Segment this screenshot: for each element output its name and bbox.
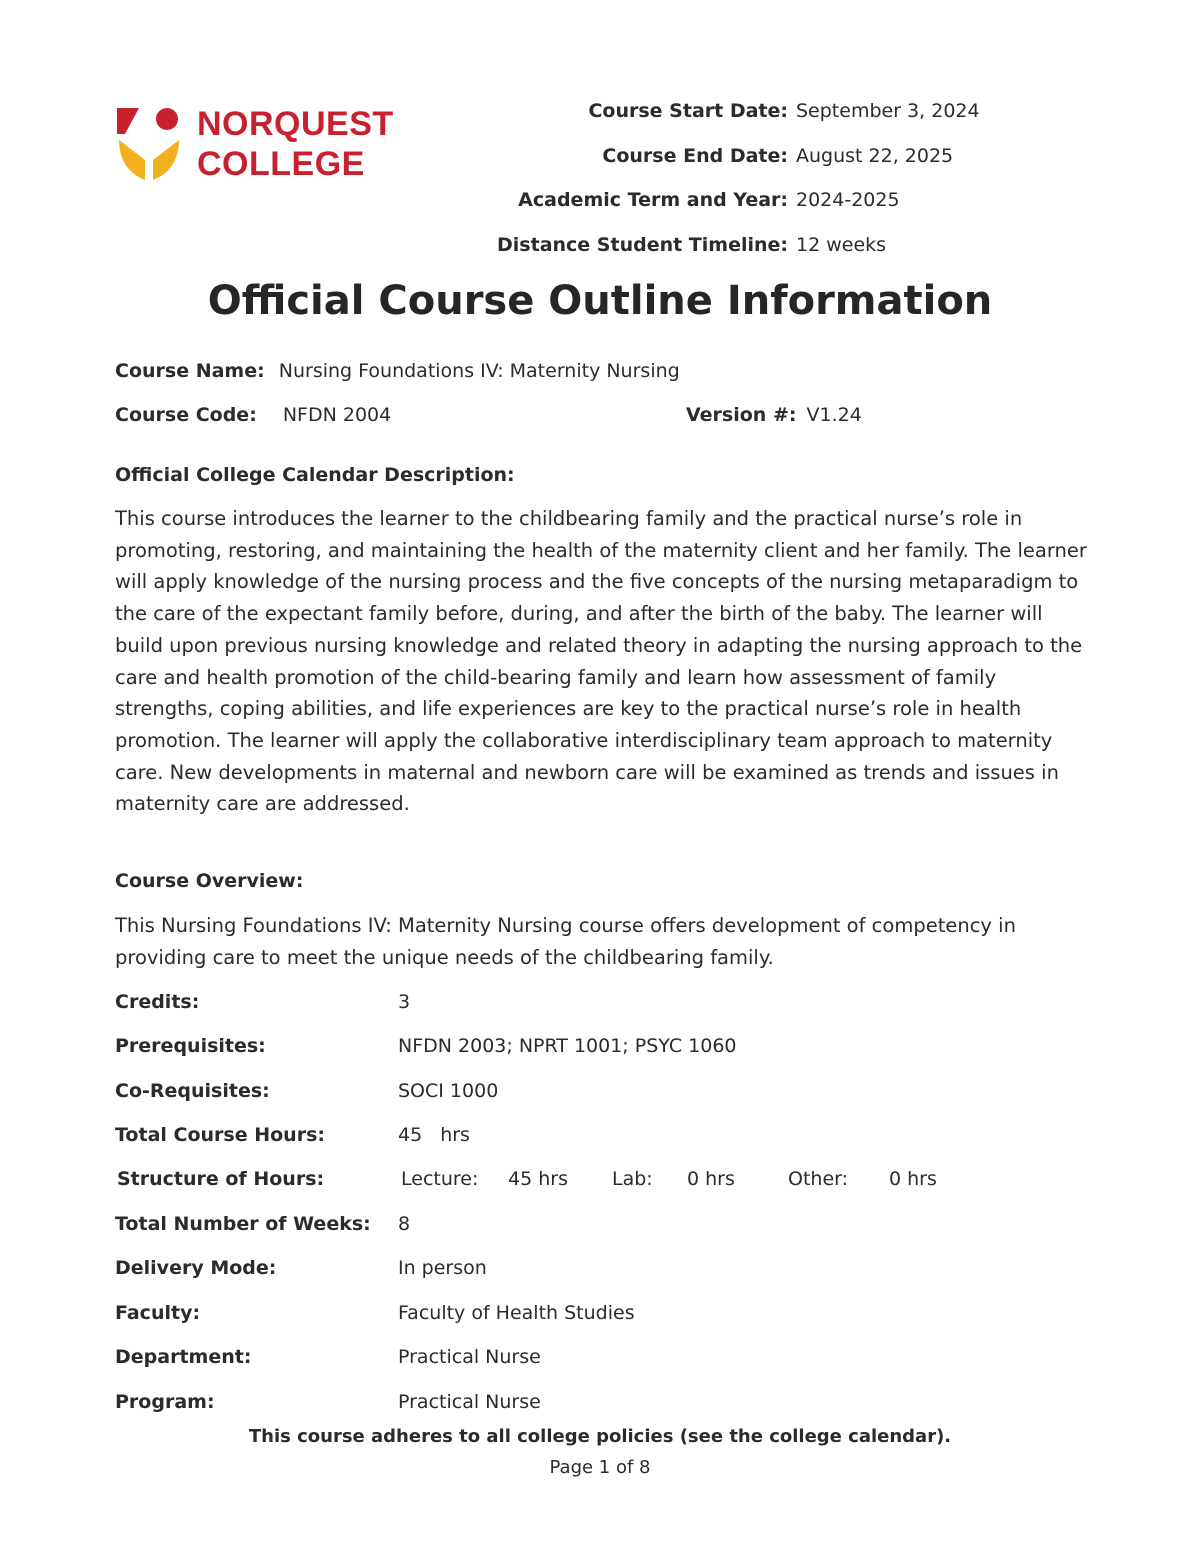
timeline-value: 12 weeks [796,234,887,256]
corequisites-row [115,1080,498,1102]
department-label: Department: [115,1346,252,1368]
weeks-label: Total Number of Weeks: [115,1213,371,1235]
credits-label: Credits: [115,991,200,1013]
timeline-label: Distance Student Timeline: [497,234,788,256]
page-number: Page 1 of 8 [549,1457,651,1478]
department-row [115,1346,541,1368]
term-label: Academic Term and Year: [518,189,788,211]
faculty-label: Faculty: [115,1302,201,1324]
version-label: Version #: [686,404,797,426]
weeks-row [115,1213,410,1235]
program-row [115,1391,541,1413]
faculty-row [115,1302,635,1324]
lecture-label: Lecture: [401,1168,479,1190]
total-hours-unit: hrs [440,1124,470,1146]
version-value: V1.24 [806,404,862,426]
course-end-date [380,145,1060,167]
description-heading: Official College Calendar Description: [115,464,515,486]
credits-value: 3 [398,991,411,1013]
page-title: Official Course Outline Information [207,278,993,324]
distance-timeline [380,234,1060,256]
other-label: Other: [788,1168,849,1190]
version-row [686,404,862,426]
weeks-value: 8 [398,1213,411,1235]
program-value: Practical Nurse [398,1391,541,1413]
academic-term [380,189,1060,211]
course-code-value: NFDN 2004 [282,404,392,426]
program-label: Program: [115,1391,215,1413]
total-hours-label: Total Course Hours: [115,1124,325,1146]
overview-text: This Nursing Foundations IV: Maternity Nursing course offers development of competency in providing care to meet the unique needs of the childbearing family. [115,914,1016,969]
course-start-date [380,100,1060,122]
delivery-value: In person [398,1257,487,1279]
structure-label: Structure of Hours: [117,1168,325,1190]
prerequisites-label: Prerequisites: [115,1035,266,1057]
corequisites-label: Co-Requisites: [115,1080,270,1102]
delivery-row [115,1257,487,1279]
logo-line2: COLLEGE [197,145,365,183]
course-code-row [115,404,391,426]
start-date-value: September 3, 2024 [796,100,980,122]
course-name-value: Nursing Foundations IV: Maternity Nursing [278,360,680,382]
end-date-value: August 22, 2025 [796,145,954,167]
total-hours-row [115,1124,470,1146]
prerequisites-value: NFDN 2003; NPRT 1001; PSYC 1060 [398,1035,737,1057]
corequisites-value: SOCI 1000 [398,1080,499,1102]
term-value: 2024-2025 [796,189,900,211]
policy-footer: This course adheres to all college policies (see the college calendar). [248,1426,952,1447]
lab-label: Lab: [612,1168,653,1190]
course-name-label: Course Name: [115,360,265,382]
prerequisites-row [115,1035,737,1057]
course-code-label: Course Code: [115,404,257,426]
lecture-value: 45 hrs [508,1168,568,1190]
college-logo [117,104,417,184]
logo-line1: NORQUEST [197,105,394,143]
end-date-label: Course End Date: [602,145,788,167]
delivery-label: Delivery Mode: [115,1257,277,1279]
credits-row [115,991,410,1013]
start-date-label: Course Start Date: [588,100,788,122]
lab-value: 0 hrs [687,1168,735,1190]
faculty-value: Faculty of Health Studies [398,1302,635,1324]
overview-heading: Course Overview: [115,870,304,892]
structure-row [117,1168,937,1190]
other-value: 0 hrs [889,1168,937,1190]
total-hours-value: 45 [398,1124,423,1146]
logo-mark-icon [117,104,181,182]
department-value: Practical Nurse [398,1346,541,1368]
description-text: This course introduces the learner to the childbearing family and the practical nurse’s role in promoting, restoring, and maintaining the health of the maternity client and her family. The learner will apply knowledge of the nursing process and the five concepts of the nursing metaparadigm to the care of the expectant family before, during, and after the birth of the baby. The learner will build upon previous nursing knowledge and related theory in adapting the nursing approach to the care and health promotion of the child-bearing family and learn how assessment of family strengths, coping abilities, and life experiences are key to the practical nurse’s role in health promotion. The learner will apply the collaborative interdisciplinary team approach to maternity care. New developments in maternal and newborn care will be examined as trends and issues in maternity care are addressed. [115,507,1087,816]
course-name-row [115,360,680,382]
